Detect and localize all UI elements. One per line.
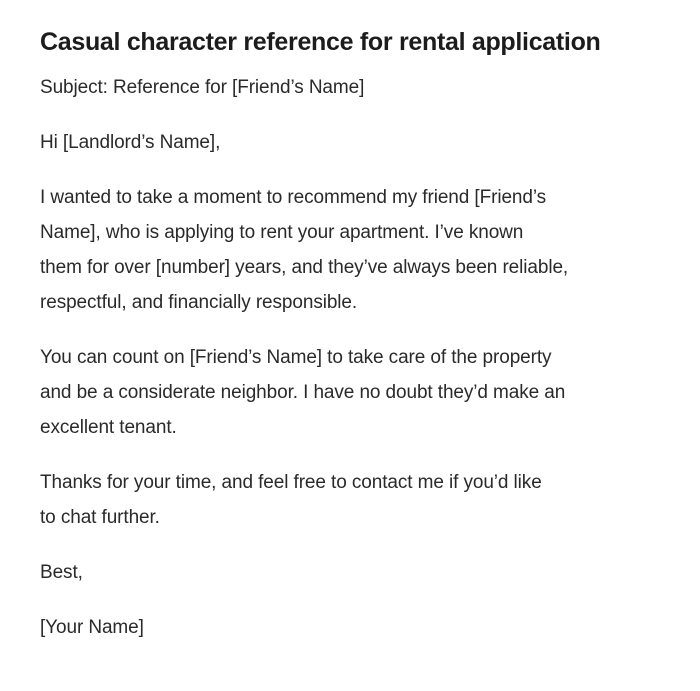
closing-line: Best, <box>40 562 83 583</box>
greeting-line: Hi [Landlord’s Name], <box>40 132 221 153</box>
body-paragraph-assurance: You can count on [Friend’s Name] to take care of the property and be a considerate neighbor. I have no doubt they’d make an excellent tenant. <box>40 347 566 438</box>
document-title: Casual character reference for rental application <box>40 28 601 56</box>
body-paragraph-thanks: Thanks for your time, and feel free to contact me if you’d like to chat further. <box>40 472 542 528</box>
subject-line: Subject: Reference for [Friend’s Name] <box>40 77 365 98</box>
signature-placeholder: [Your Name] <box>40 617 144 638</box>
body-paragraph-recommendation: I wanted to take a moment to recommend my friend [Friend’s Name], who is applying to rent your apartment. I’ve known them for over [number] years, and they’ve always been reliable, respectful, and financially responsible. <box>40 187 569 313</box>
